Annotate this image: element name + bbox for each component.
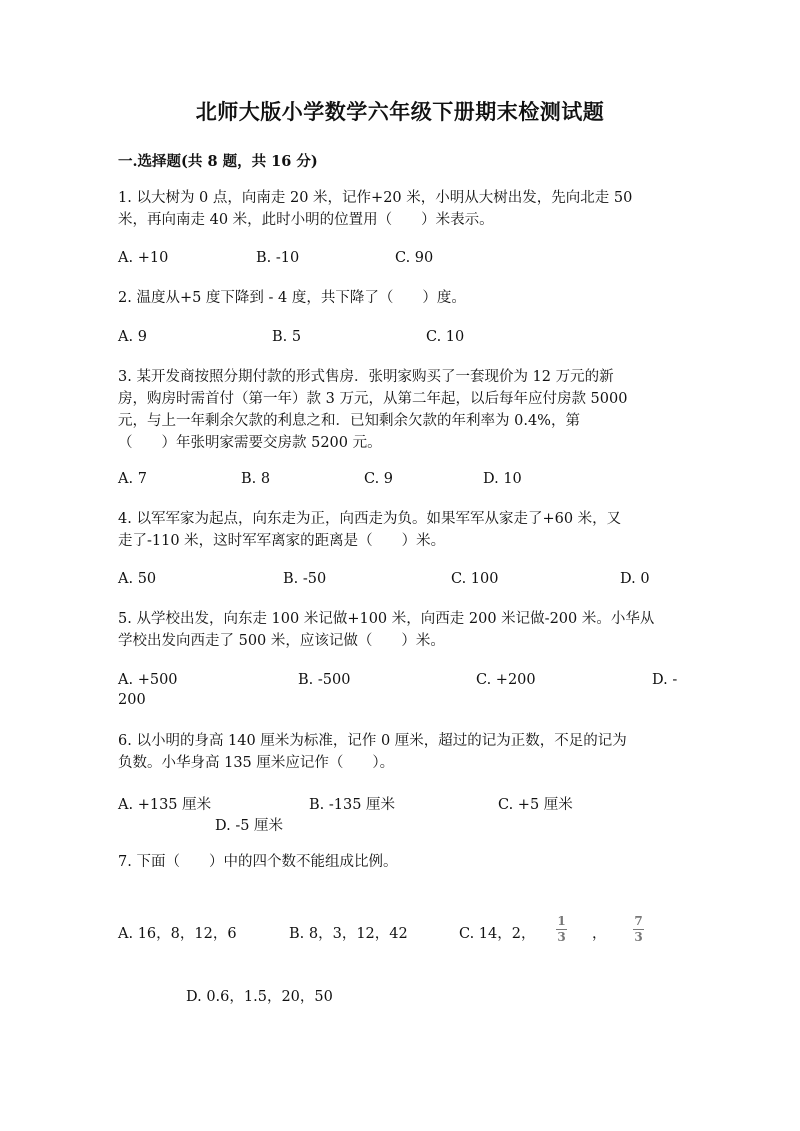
question-text-line: 2. 温度从+5 度下降到 - 4 度，共下降了（ ）度。 bbox=[118, 290, 466, 306]
fraction-numerator: 7 bbox=[634, 914, 643, 928]
option-b: B. -10 bbox=[256, 250, 300, 266]
option-b: B. 5 bbox=[272, 329, 302, 345]
question-text-line: 米，再向南走 40 米，此时小明的位置用（ ）米表示。 bbox=[118, 212, 494, 228]
fraction-denominator: 3 bbox=[634, 930, 643, 944]
question-text-line: 1. 以大树为 0 点，向南走 20 米，记作+20 米，小明从大树出发，先向北走 50 bbox=[118, 190, 633, 206]
question-text-line: 6. 以小明的身高 140 厘米为标准，记作 0 厘米，超过的记为正数，不足的记为 bbox=[118, 733, 627, 749]
option-b: B. 8 bbox=[241, 471, 271, 487]
option-d: D. -5 厘米 bbox=[215, 818, 284, 834]
question-1 bbox=[118, 187, 686, 231]
question-4 bbox=[118, 508, 686, 552]
question-6 bbox=[118, 730, 686, 774]
option-d: D. - bbox=[652, 672, 678, 688]
option-a: A. 9 bbox=[118, 329, 147, 345]
option-c: C. 10 bbox=[426, 329, 465, 345]
section-heading: 一.选择题(共 8 题，共 16 分) bbox=[118, 153, 318, 170]
fraction-one-third bbox=[556, 915, 567, 944]
question-5 bbox=[118, 608, 686, 652]
question-text-line: 7. 下面（ ）中的四个数不能组成比例。 bbox=[118, 854, 398, 870]
option-c: C. 9 bbox=[364, 471, 394, 487]
option-c: C. +200 bbox=[476, 672, 536, 688]
option-a: A. +135 厘米 bbox=[118, 797, 212, 813]
option-c-separator: ， bbox=[592, 926, 607, 942]
option-a: A. +10 bbox=[118, 250, 169, 266]
question-text-line: 3. 某开发商按照分期付款的形式售房．张明家购买了一套现价为 12 万元的新 bbox=[118, 369, 614, 385]
option-c: C. 90 bbox=[395, 250, 434, 266]
option-a: A. +500 bbox=[118, 672, 178, 688]
option-c: C. +5 厘米 bbox=[498, 797, 573, 813]
question-3 bbox=[118, 366, 686, 454]
option-b: B. -50 bbox=[283, 571, 327, 587]
fraction-numerator: 1 bbox=[557, 914, 566, 928]
question-text-line: （ ）年张明家需要交房款 5200 元。 bbox=[118, 435, 382, 451]
question-text-line: 房，购房时需首付（第一年）款 3 万元，从第二年起，以后每年应付房款 5000 bbox=[118, 391, 628, 407]
fraction-seven-thirds bbox=[633, 915, 644, 944]
option-b: B. -135 厘米 bbox=[309, 797, 396, 813]
option-c: C. 14，2， bbox=[459, 926, 536, 942]
question-text-line: 学校出发向西走了 500 米，应该记做（ ）米。 bbox=[118, 633, 445, 649]
question-text-line: 5. 从学校出发，向东走 100 米记做+100 米，向西走 200 米记做-200 米。小华从 bbox=[118, 611, 655, 627]
option-c: C. 100 bbox=[451, 571, 499, 587]
page-title: 北师大版小学数学六年级下册期末检测试题 bbox=[195, 99, 605, 124]
option-a: A. 16，8，12，6 bbox=[118, 926, 237, 942]
question-2 bbox=[118, 287, 686, 309]
fraction-denominator: 3 bbox=[557, 930, 566, 944]
option-b: B. 8，3，12，42 bbox=[289, 926, 408, 942]
question-text-line: 4. 以军军家为起点，向东走为正，向西走为负。如果军军从家走了+60 米，又 bbox=[118, 511, 622, 527]
question-text-line: 走了-110 米，这时军军离家的距离是（ ）米。 bbox=[118, 533, 446, 549]
option-a: A. 50 bbox=[118, 571, 157, 587]
question-text-line: 元，与上一年剩余欠款的利息之和．已知剩余欠款的年利率为 0.4%，第 bbox=[118, 413, 580, 429]
option-d-continued: 200 bbox=[118, 692, 146, 708]
question-text-line: 负数。小华身高 135 厘米应记作（ ）。 bbox=[118, 755, 395, 771]
question-7 bbox=[118, 851, 686, 873]
option-a: A. 7 bbox=[118, 471, 147, 487]
option-d: D. 10 bbox=[483, 471, 522, 487]
option-d: D. 0 bbox=[620, 571, 650, 587]
option-d: D. 0.6，1.5，20，50 bbox=[186, 989, 333, 1005]
option-b: B. -500 bbox=[298, 672, 351, 688]
